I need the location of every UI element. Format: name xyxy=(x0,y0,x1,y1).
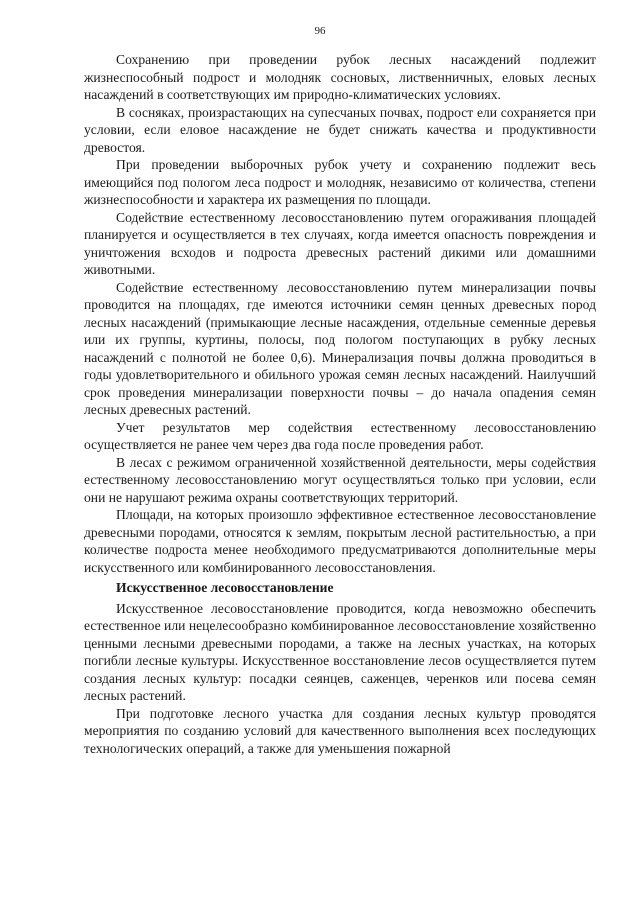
paragraph-effective-restoration: Площади, на которых произошло эффективное естественное лесовосстановление древесными породами, относятся к землям, покрытым лесной растительностью, а при количестве подроста менее необходимого предусматриваются дополнительные меры искусственного или комбинированного лесовосстановления. xyxy=(84,507,596,575)
paragraph-restricted-forests: В лесах с режимом ограниченной хозяйственной деятельности, меры содействия естественному лесовосстановлению могут осуществляться только при условии, если они не нарушают режима охраны соответствующих территорий. xyxy=(84,454,596,505)
paragraph-fencing: Содействие естественному лесовосстановлению путем огораживания площадей планируется и осуществляется в тех случаях, когда имеется опасность повреждения и уничтожения всходов и подроста древесных растений дикими или домашними животными. xyxy=(84,209,596,277)
paragraph-results-accounting: Учет результатов мер содействия естественному лесовосстановлению осуществляется не ранее чем через два года после проведения работ. xyxy=(84,419,596,452)
section-heading: Искусственное лесовосстановление xyxy=(116,580,334,595)
page-number: 96 xyxy=(314,25,326,37)
paragraph-artificial-restoration: Искусственное лесовосстановление проводится, когда невозможно обеспечить естественное или нецелесообразно комбинированное лесовосстановление хозяйственно ценными лесными древесными породами, а также на лесных участках, на которых погибли лесные культуры. Искусственное восстановление лесов осуществляется путем создания лесных культур: посадки сеянцев, саженцев, черенков или посева семян лесных растений. xyxy=(84,600,596,703)
paragraph-site-preparation: При подготовке лесного участка для создания лесных культур проводятся мероприятия по созданию условий для качественного выполнения всех последующих технологических операций, а также для уменьшения пожарной xyxy=(84,705,596,756)
paragraph-selective-felling: При проведении выборочных рубок учету и сохранению подлежит весь имеющийся под пологом леса подрост и молодняк, независимо от количества, степени жизнеспособности и характера их размещения по площади. xyxy=(84,157,596,207)
paragraph-undergrowth-preservation: Сохранению при проведении рубок лесных насаждений подлежит жизнеспособный подрост и молодняк сосновых, лиственничных, еловых лесных насаждений в соответствующих им природно-климатических условиях. xyxy=(84,52,596,102)
paragraph-pine-spruce: В сосняках, произрастающих на супесчаных почвах, подрост ели сохраняется при условии, если еловое насаждение не будет снижать качества и продуктивности древостоя. xyxy=(84,104,596,155)
paragraph-soil-mineralization: Содействие естественному лесовосстановлению путем минерализации почвы проводится на площадях, где имеются источники семян ценных древесных пород лесных насаждений (примыкающие лесные насаждения, отдельные семенные деревья или их группы, куртины, полосы, под пологом поступающих в рубку лесных насаждений с полнотой не более 0,6). Минерализация почвы должна проводиться в годы удовлетворительного и обильного урожая семян лесных насаждений. Наилучший срок проведения минерализации поверхности почвы – до начала опадения семян лесных древесных растений. xyxy=(84,279,596,417)
page-content xyxy=(84,51,596,757)
